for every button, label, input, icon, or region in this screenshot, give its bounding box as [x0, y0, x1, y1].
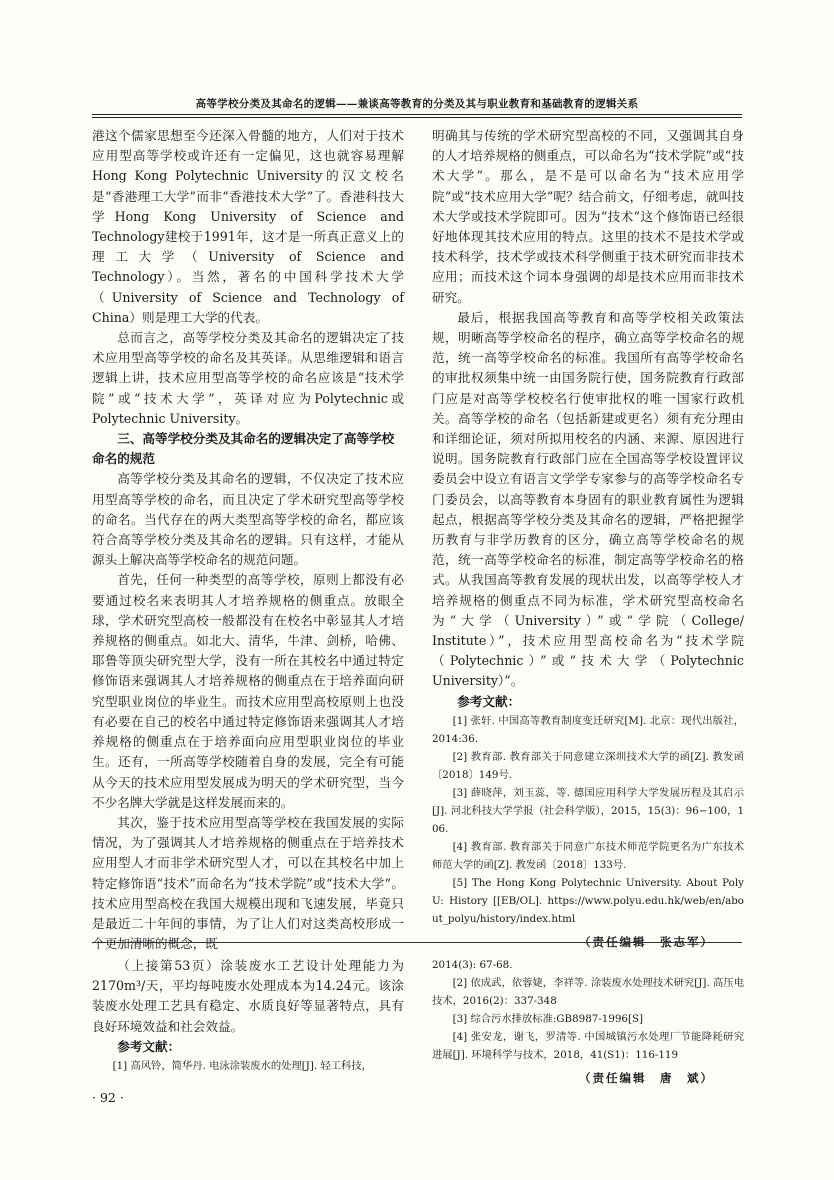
section-heading: 三、高等学校分类及其命名的逻辑决定了高等学校命名的规范: [92, 431, 395, 467]
continuation-paragraph: （上接第53页）涂装废水工艺设计处理能力为2170m³/天，平均每吨废水处理成本为14.24元。该涂装废水处理工艺具有稳定、水质良好等显著特点，具有良好环境效益和社会效益。: [92, 958, 404, 1034]
left-column: [92, 126, 404, 952]
responsible-editor: （责任编辑 唐 斌）: [579, 1071, 714, 1085]
continuation-right: [432, 956, 744, 1085]
reference-item: [3] 薛晓萍，刘玉蕊，等. 德国应用科学大学发展历程及其启示[J]. 河北科技大学学报（社会科学版），2015，15(3)：96−100，106.: [432, 786, 744, 835]
reference-item: [5] The Hong Kong Polytechnic University. About PolyU: History [[EB/OL]. https://www.polyu.edu.hk/web/en/about_polyu/history/index.html: [432, 876, 744, 925]
reference-item: [4] 张安龙，谢飞，罗清等. 中国城镇污水处理厂节能降耗研究进展[J]. 环境科学与技术，2018，41(S1)：116-119: [432, 1031, 744, 1061]
reference-item: [3] 综合污水排放标准:GB8987-1996[S]: [452, 1013, 644, 1025]
header-rule: [92, 114, 742, 115]
article-separator: [92, 942, 742, 943]
paragraph: 最后，根据我国高等教育和高等学校相关政策法规，明晰高等学校命名的程序，确立高等学校命名的规范，统一高等学校命名的标准。我国所有高等学校命名的审批权须集中统一由国务院行使，国务院教育行政部门应是对高等学校校名行使审批权的唯一国家行政机关。高等学校的命名（包括新建或更名）须有充分理由和详细论证，须对所拟用校名的内涵、来源、原因进行说明。国务院教育行政部门应在全国高等学校设置评议委员会中设立有语言文学学专家参与的高等学校命名专门委员会，以高等教育本身固有的职业教育属性为逻辑起点，根据高等学校分类及其命名的逻辑，严格把握学历教育与非学历教育的区分，确立高等学校命名的规范，统一高等学校命名的标准，制定高等学校命名的格式。从我国高等教育发展的现状出发，以高等学校人才培养规格的侧重点不同为标准，学术研究型高校命名为“大学（University）”或“学院（College/ Institute）”，技术应用型高校命名为“技术学院（Polytechnic）”或“技术大学（Polytechnic University）”。: [432, 309, 744, 689]
paragraph: 高等学校分类及其命名的逻辑，不仅决定了技术应用型高等学校的命名，而且决定了学术研究型高等学校的命名。当代存在的两大类型高等学校的命名，都应该符合高等学校分类及其命名的逻辑。只有这样，才能从源头上解决高等学校命名的规范问题。: [92, 471, 404, 568]
responsible-editor: （责任编辑 张志军）: [579, 934, 714, 949]
reference-item: [2] 依成武，依蓉婕，李祥等. 涂装废水处理技术研究[J]. 高压电技术，2016(2)：337-348: [432, 977, 744, 1007]
reference-item: [2] 教育部. 教育部关于同意建立深圳技术大学的函[Z]. 教发函〔2018〕149号.: [432, 750, 744, 781]
running-title: 高等学校分类及其命名的逻辑——兼谈高等教育的分类及其与职业教育和基础教育的逻辑关系: [195, 98, 639, 110]
right-column: [432, 126, 744, 949]
header-rule-double: [92, 117, 742, 118]
references-title: 参考文献：: [457, 693, 521, 709]
reference-item: [4] 教育部. 教育部关于同意广东技术师范学院更名为广东技术师范大学的函[Z]. 教发函〔2018〕133号.: [432, 840, 744, 871]
paragraph: 港这个儒家思想至今还深入骨髓的地方，人们对于技术应用型高等学校或许还有一定偏见，这也就容易理解Hong Kong Polytechnic University的汉文校名是“香港理工大学”而非“香港技术大学”了。香港科技大学Hong Kong University of Science and Technology建校于1991年，这才是一所真正意义上的理工大学（University of Science and Technology）。当然，著名的中国科学技术大学（University of Science and Technology of China）则是理工大学的代表。: [92, 128, 404, 325]
paragraph: 其次，鉴于技术应用型高等学校在我国发展的实际情况，为了强调其人才培养规格的侧重点在于培养技术应用型人才而非学术研究型人才，可以在其校名中加上特定修饰语“技术”而命名为“技术学院”或“技术大学”。技术应用型高校在我国大规模出现和飞速发展，毕竟只是最近二十年间的事情，为了让人们对这类高校形成一个更加清晰的概念，既: [92, 814, 404, 952]
reference-item: [1] 高风铃，简华丹. 电泳涂装废水的处理[J]. 轻工科技，: [112, 1060, 372, 1073]
page-number: · 92 ·: [92, 1090, 124, 1105]
paragraph: 首先，任何一种类型的高等学校，原则上都没有必要通过校名来表明其人才培养规格的侧重点。放眼全球，学术研究型高校一般都没有在校名中彰显其人才培养规格的侧重点。如北大、清华，牛津、剑桥，哈佛、耶鲁等顶尖研究型大学，没有一所在其校名中通过特定修饰语来强调其人才培养规格的侧重点在于培养面向研究型职业岗位的毕业生。而技术应用型高校原则上也没有必要在自己的校名中通过特定修饰语来强调其人才培养规格的侧重点在于培养面向应用型职业岗位的毕业生。还有，一所高等学校随着自身的发展，完全有可能从今天的技术应用型发展成为明天的学术研究型，当今不少名牌大学就是这样发展而来的。: [92, 572, 404, 810]
paragraph: 总而言之，高等学校分类及其命名的逻辑决定了技术应用型高等学校的命名及其英译。从思维逻辑和语言逻辑上讲，技术应用型高等学校的命名应该是“技术学院”或“技术大学”，英译对应为Polytechnic或Polytechnic University。: [92, 330, 404, 426]
references-title: 参考文献：: [117, 1038, 181, 1054]
continuation-left: [92, 956, 404, 1073]
paragraph: 明确其与传统的学术研究型高校的不同，又强调其自身的人才培养规格的侧重点，可以命名为“技术学院”或“技术大学”。那么，是不是可以命名为“技术应用学院”或“技术应用大学”呢？结合前文，仔细考虑，就叫技术大学或技术学院即可。因为“技术”这个修饰语已经很好地体现其技术应用的特点。这里的技术不是技术学或技术科学，技术学或技术科学侧重于技术研究而非技术应用；而技术这个词本身强调的却是技术应用而非技术研究。: [432, 128, 744, 305]
reference-item: 2014(3): 67-68.: [432, 959, 513, 971]
reference-item: [1] 张轩. 中国高等教育制度变迁研究[M]. 北京：现代出版社，2014:36.: [432, 714, 744, 745]
